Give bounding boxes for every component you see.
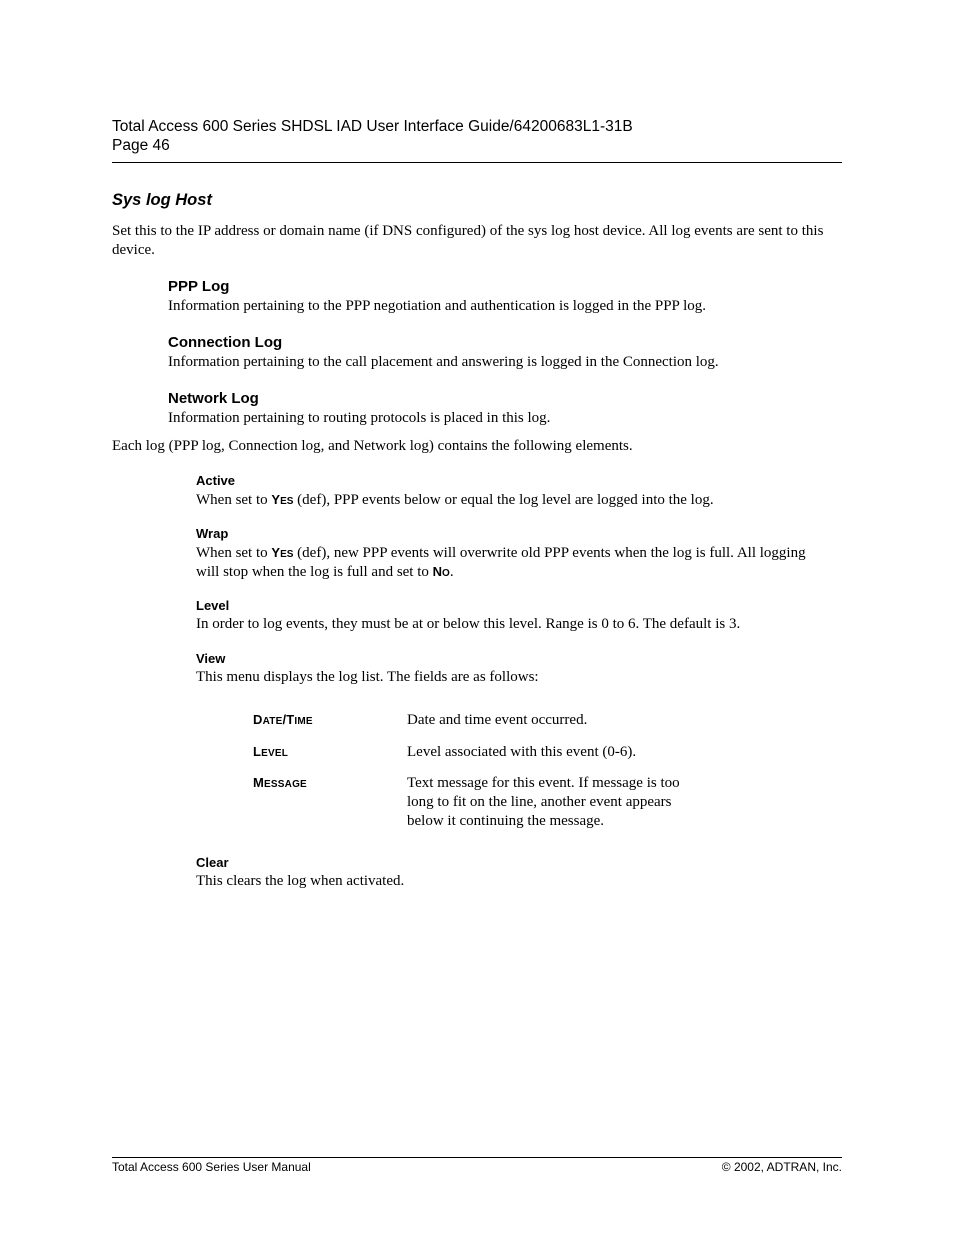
level-heading: Level	[196, 598, 230, 613]
field-desc-date-time: Date and time event occurred.	[407, 712, 588, 728]
view-heading: View	[196, 651, 226, 666]
field-label-message: MESSAGE	[253, 775, 307, 790]
field-desc-message: Text message for this event. If message is too long to fit on the line, another event appears below it continuing the message.	[407, 775, 680, 829]
connection-log-heading: Connection Log	[168, 334, 283, 351]
wrap-text-line1: When set to YES (def), new PPP events will overwrite old PPP events when the log is full. All logging	[196, 545, 806, 561]
active-heading: Active	[196, 473, 236, 488]
section-title: Sys log Host	[112, 191, 212, 209]
page-number: Page 46	[112, 137, 170, 154]
clear-heading: Clear	[196, 855, 229, 870]
connection-log-text: Information pertaining to the call placement and answering is logged in the Connection log.	[168, 354, 719, 370]
wrap-heading: Wrap	[196, 526, 229, 541]
header-rule	[112, 162, 842, 163]
field-label-level: LEVEL	[253, 744, 289, 759]
footer-left: Total Access 600 Series User Manual	[112, 1160, 311, 1174]
section-intro: Set this to the IP address or domain name (if DNS configured) of the sys log host device. All log events are sent to this device.	[112, 223, 824, 258]
view-text: This menu displays the log list. The fields are as follows:	[196, 669, 539, 685]
level-text: In order to log events, they must be at or below this level. Range is 0 to 6. The default is 3.	[196, 616, 741, 632]
field-label-date-time: DATE/TIME	[253, 712, 313, 727]
ppp-log-heading: PPP Log	[168, 278, 230, 295]
footer-copyright: © 2002, ADTRAN, Inc.	[721, 1160, 842, 1174]
clear-text: This clears the log when activated.	[196, 873, 405, 889]
footer-rule	[112, 1157, 842, 1158]
ppp-log-text: Information pertaining to the PPP negotiation and authentication is logged in the PPP log.	[168, 298, 706, 314]
active-text: When set to YES (def), PPP events below or equal the log level are logged into the log.	[196, 492, 714, 508]
running-header-title: Total Access 600 Series SHDSL IAD User Interface Guide/64200683L1-31B	[112, 118, 633, 135]
network-log-text: Information pertaining to routing protocols is placed in this log.	[168, 410, 551, 426]
field-desc-level: Level associated with this event (0-6).	[407, 744, 637, 760]
elements-intro: Each log (PPP log, Connection log, and Network log) contains the following elements.	[112, 438, 633, 454]
network-log-heading: Network Log	[168, 390, 259, 407]
wrap-text-line2: will stop when the log is full and set to NO.	[196, 564, 454, 580]
